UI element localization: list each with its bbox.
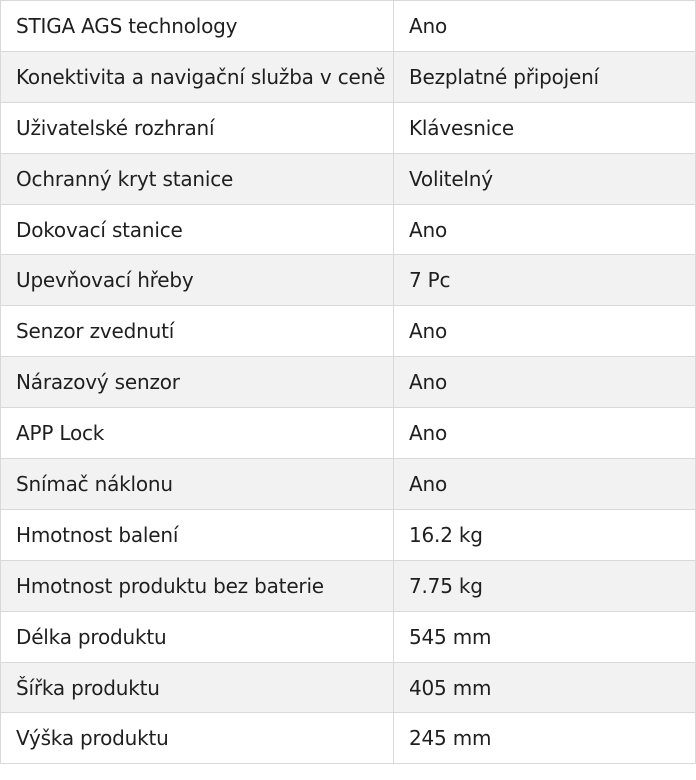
spec-value: 545 mm <box>394 611 696 662</box>
spec-label: Výška produktu <box>1 713 394 764</box>
table-row <box>1 306 696 357</box>
spec-label: Šířka produktu <box>1 662 394 713</box>
spec-label: Senzor zvednutí <box>1 306 394 357</box>
spec-value: 245 mm <box>394 713 696 764</box>
spec-label: Dokovací stanice <box>1 204 394 255</box>
spec-label: Snímač náklonu <box>1 459 394 510</box>
table-row <box>1 1 696 52</box>
spec-label: Délka produktu <box>1 611 394 662</box>
table-row <box>1 204 696 255</box>
spec-label: Nárazový senzor <box>1 357 394 408</box>
table-row <box>1 509 696 560</box>
table-row <box>1 102 696 153</box>
spec-value: Ano <box>394 204 696 255</box>
spec-label: Hmotnost balení <box>1 509 394 560</box>
spec-value: 16.2 kg <box>394 509 696 560</box>
spec-value: Ano <box>394 306 696 357</box>
spec-value: Klávesnice <box>394 102 696 153</box>
table-row <box>1 357 696 408</box>
table-row <box>1 560 696 611</box>
spec-value: Ano <box>394 408 696 459</box>
spec-label: Konektivita a navigační služba v ceně <box>1 51 394 102</box>
spec-value: Volitelný <box>394 153 696 204</box>
spec-value: Ano <box>394 1 696 52</box>
spec-label: Ochranný kryt stanice <box>1 153 394 204</box>
table-row <box>1 713 696 764</box>
spec-value: Ano <box>394 459 696 510</box>
spec-label: Hmotnost produktu bez baterie <box>1 560 394 611</box>
spec-label: Uživatelské rozhraní <box>1 102 394 153</box>
spec-label: STIGA AGS technology <box>1 1 394 52</box>
table-row <box>1 408 696 459</box>
spec-value: Bezplatné připojení <box>394 51 696 102</box>
table-row <box>1 611 696 662</box>
table-row <box>1 153 696 204</box>
spec-value: Ano <box>394 357 696 408</box>
spec-label: APP Lock <box>1 408 394 459</box>
spec-label: Upevňovací hřeby <box>1 255 394 306</box>
spec-value: 7 Pc <box>394 255 696 306</box>
specifications-table-body <box>1 1 696 764</box>
table-row <box>1 255 696 306</box>
spec-value: 7.75 kg <box>394 560 696 611</box>
spec-value: 405 mm <box>394 662 696 713</box>
table-row <box>1 51 696 102</box>
table-row <box>1 459 696 510</box>
table-row <box>1 662 696 713</box>
